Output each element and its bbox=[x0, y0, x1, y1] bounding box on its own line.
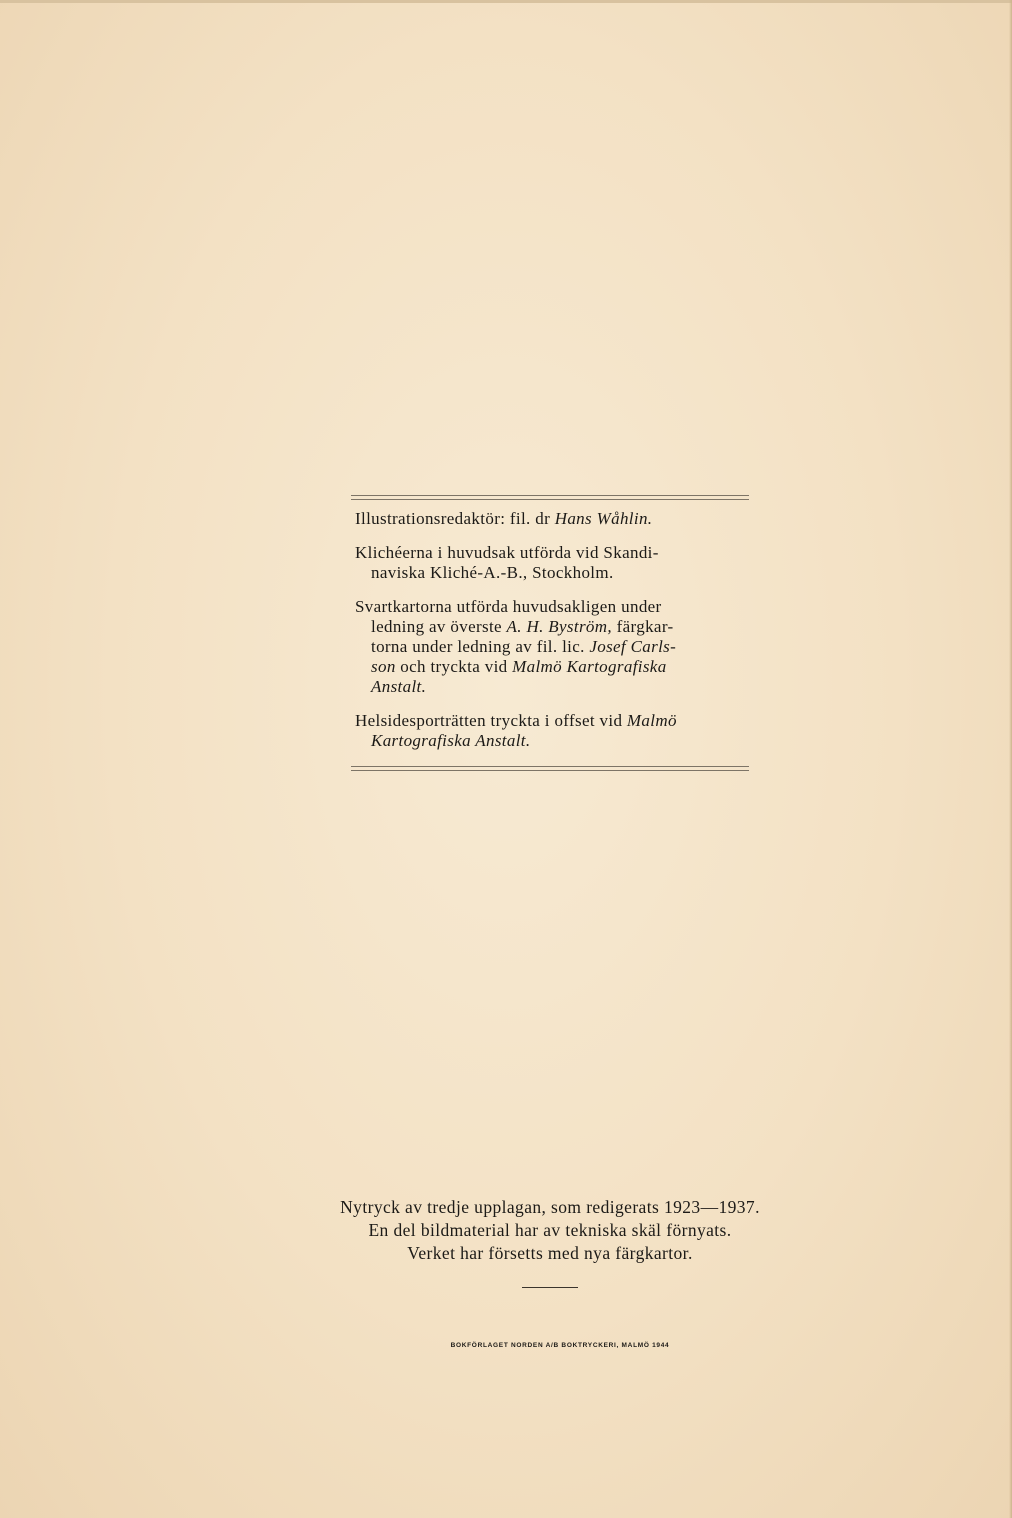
reprint-note-line-3: Verket har försetts med nya färgkartor. bbox=[407, 1243, 693, 1263]
portraits-line-1-text: Helsidesporträtten tryckta i offset vid bbox=[355, 711, 627, 730]
maps-line-4 bbox=[355, 657, 755, 677]
credits-bottom-rule bbox=[351, 766, 749, 771]
illustration-editor-name: Hans Wåhlin. bbox=[554, 509, 653, 528]
maps-line-2 bbox=[355, 617, 755, 637]
maps-line-2-tail: färgkar- bbox=[612, 617, 674, 636]
illustration-editor-label: Illustrationsredaktör: fil. dr bbox=[355, 509, 555, 528]
maps-line-1: Svartkartorna utförda huvudsakligen under bbox=[355, 597, 662, 616]
maps-printer-name-part-2: Anstalt. bbox=[371, 677, 427, 696]
color-maps-editor-name-part-2: son bbox=[371, 657, 396, 676]
color-maps-editor-name-part-1: Josef Carls- bbox=[589, 637, 677, 656]
maps-editor-name: A. H. Byström, bbox=[506, 617, 613, 636]
portraits-printer-name-part-2: Kartografiska Anstalt. bbox=[371, 731, 531, 750]
portraits-line-2 bbox=[355, 731, 755, 751]
page-top-edge bbox=[0, 0, 1012, 3]
portraits-credit bbox=[355, 711, 755, 751]
maps-line-3-text: torna under ledning av fil. lic. bbox=[371, 637, 590, 656]
reprint-note-line-2: En del bildmaterial har av tekniska skäl förnyats. bbox=[368, 1220, 732, 1240]
maps-line-3 bbox=[355, 637, 755, 657]
maps-credit bbox=[355, 597, 755, 697]
maps-line-5 bbox=[355, 677, 755, 697]
credits-top-rule bbox=[351, 495, 749, 500]
credits-block bbox=[355, 509, 755, 765]
illustration-editor-credit bbox=[355, 509, 755, 529]
cliches-line-1: Klichéerna i huvudsak utförda vid Skandi- bbox=[355, 543, 659, 562]
portraits-printer-name-part-1: Malmö bbox=[626, 711, 677, 730]
note-divider-rule bbox=[522, 1287, 578, 1288]
reprint-note-line-1: Nytryck av tredje upplagan, som redigerats 1923—1937. bbox=[340, 1197, 760, 1217]
maps-line-2-text: ledning av överste bbox=[371, 617, 507, 636]
cliches-line-2: naviska Kliché-A.-B., Stockholm. bbox=[371, 563, 614, 582]
maps-printer-name-part-1: Malmö Kartografiska bbox=[512, 657, 667, 676]
cliches-credit bbox=[355, 543, 755, 583]
maps-line-4-text: och tryckta vid bbox=[395, 657, 513, 676]
printer-imprint: BOKFÖRLAGET NORDEN A/B BOKTRYCKERI, MALMÖ 1944 bbox=[450, 1342, 670, 1349]
reprint-note bbox=[250, 1196, 850, 1265]
